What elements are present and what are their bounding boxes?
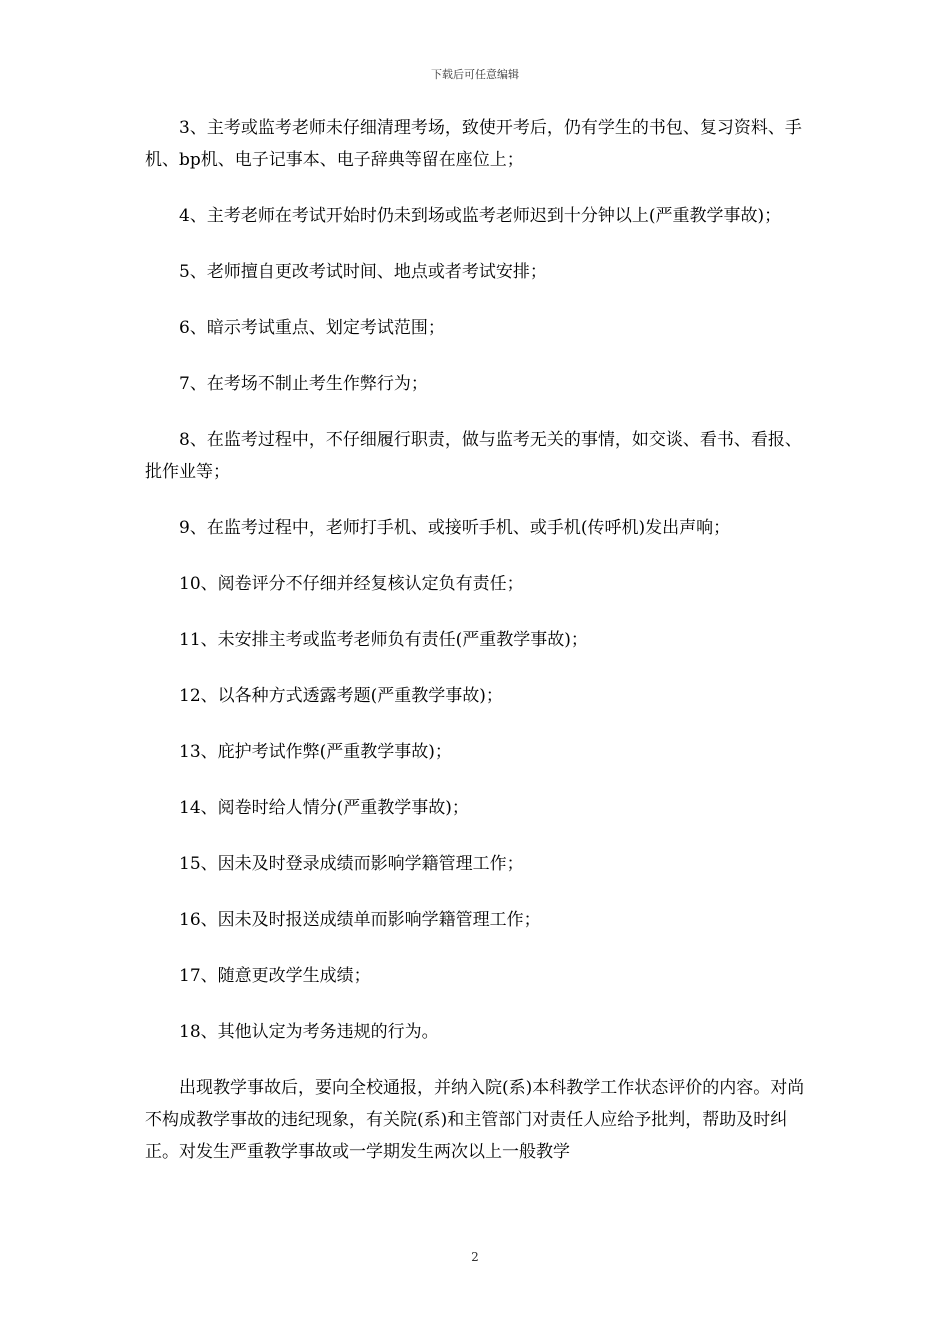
paragraph-item-4: 4、主考老师在考试开始时仍未到场或监考老师迟到十分钟以上(严重教学事故)；: [179, 206, 782, 226]
paragraph-item-9: 9、在监考过程中，老师打手机、或接听手机、或手机(传呼机)发出声响；: [179, 518, 731, 538]
paragraph-item-18: 18、其他认定为考务违规的行为。: [179, 1022, 439, 1042]
paragraph-item-14: 14、阅卷时给人情分(严重教学事故)；: [179, 798, 469, 818]
paragraph-summary: 出现教学事故后，要向全校通报，并纳入院(系)本科教学工作状态评价的内容。对尚不构成教学事故的违纪现象，有关院(系)和主管部门对责任人应给予批判，帮助及时纠正。对发生严重教学事故或一学期发生两次以上一般教学: [145, 1078, 805, 1162]
paragraph-item-5: 5、老师擅自更改考试时间、地点或者考试安排；: [179, 262, 547, 282]
document-body: [145, 112, 815, 1168]
paragraph-item-16: 16、因未及时报送成绩单而影响学籍管理工作；: [179, 910, 541, 930]
paragraph-item-11: 11、未安排主考或监考老师负有责任(严重教学事故)；: [179, 630, 588, 650]
paragraph-item-6: 6、暗示考试重点、划定考试范围；: [179, 318, 445, 338]
paragraph-item-13: 13、庇护考试作弊(严重教学事故)；: [179, 742, 452, 762]
paragraph-item-3: 3、主考或监考老师未仔细清理考场，致使开考后，仍有学生的书包、复习资料、手机、bp机、电子记事本、电子辞典等留在座位上；: [145, 118, 802, 170]
page-number: 2: [471, 1250, 479, 1264]
paragraph-item-7: 7、在考场不制止考生作弊行为；: [179, 374, 428, 394]
page-header: 下载后可任意编辑: [431, 68, 519, 81]
paragraph-item-12: 12、以各种方式透露考题(严重教学事故)；: [179, 686, 503, 706]
paragraph-item-17: 17、随意更改学生成绩；: [179, 966, 371, 986]
paragraph-item-8: 8、在监考过程中，不仔细履行职责，做与监考无关的事情，如交谈、看书、看报、批作业等；: [145, 430, 802, 482]
paragraph-item-10: 10、阅卷评分不仔细并经复核认定负有责任；: [179, 574, 524, 594]
paragraph-item-15: 15、因未及时登录成绩而影响学籍管理工作；: [179, 854, 524, 874]
